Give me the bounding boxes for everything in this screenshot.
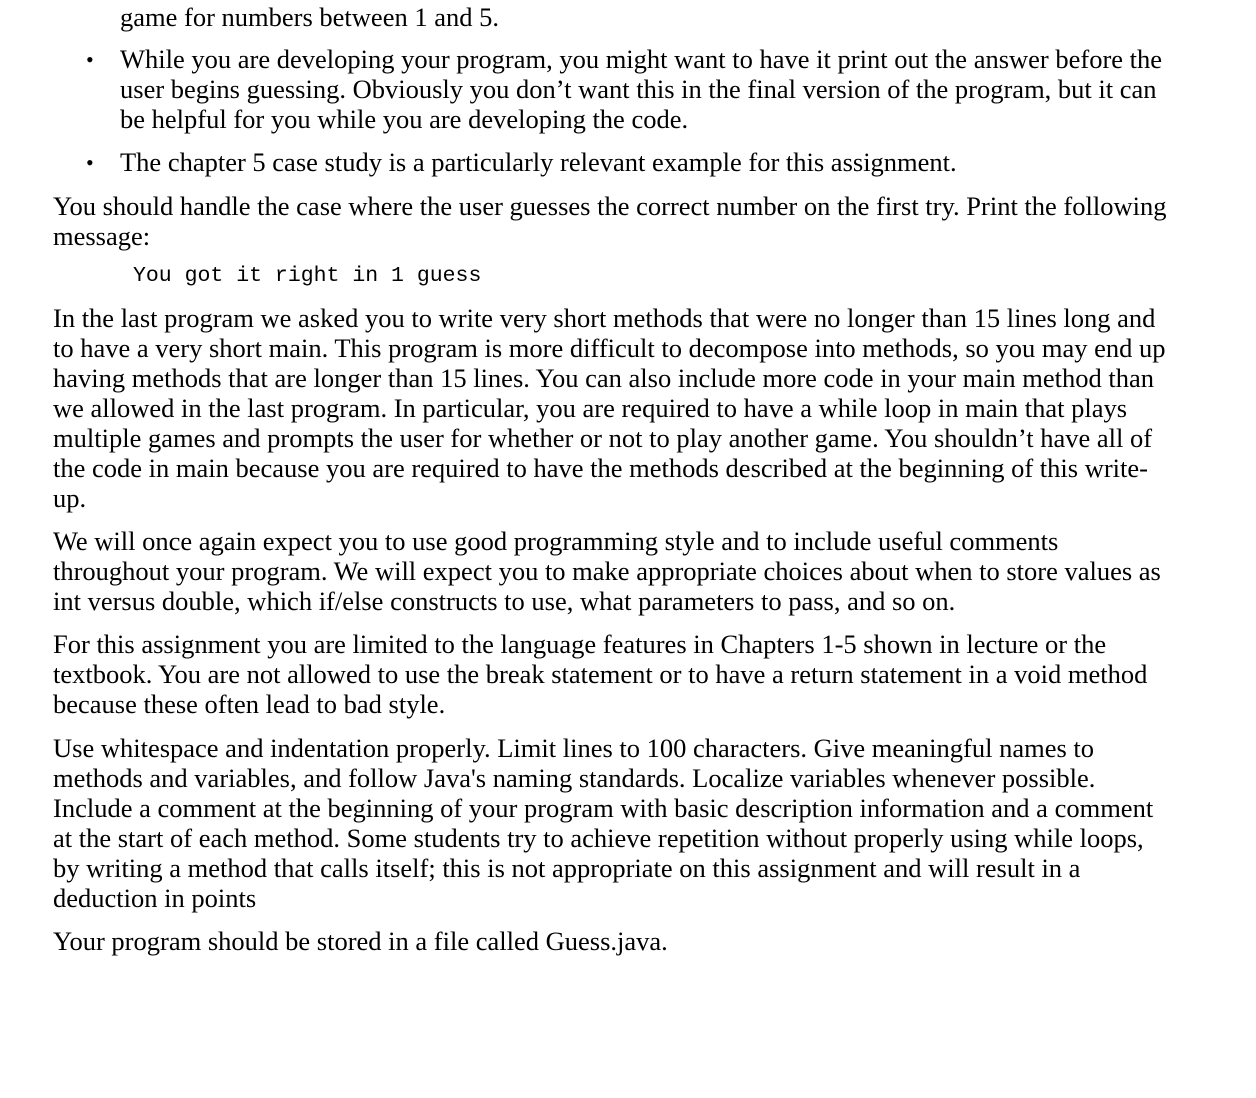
methods-line-7: up.	[53, 483, 87, 513]
style-line-3: int versus double, which if/else constructs to use, what parameters to pass, and so on.	[53, 586, 956, 616]
whitespace-line-2: methods and variables, and follow Java's naming standards. Localize variables whenever possible.	[53, 763, 1096, 793]
first-try-line-2: message:	[53, 221, 151, 251]
limits-line-3: because these often lead to bad style.	[53, 689, 446, 719]
bullet-icon: •	[86, 47, 94, 72]
whitespace-line-5: by writing a method that calls itself; this is not appropriate on this assignment and will result in a	[53, 853, 1081, 883]
methods-line-6: the code in main because you are required to have the methods described at the beginning of this write-	[53, 453, 1148, 483]
methods-line-4: we allowed in the last program. In particular, you are required to have a while loop in main that plays	[53, 393, 1128, 423]
bullet-icon: •	[86, 150, 94, 175]
bullet-1-line-2: user begins guessing. Obviously you don’t want this in the final version of the program, but it can	[120, 74, 1157, 104]
first-try-line-1: You should handle the case where the user guesses the correct number on the first try. Print the following	[53, 191, 1167, 221]
methods-line-5: multiple games and prompts the user for whether or not to play another game. You shouldn’t have all of	[53, 423, 1153, 453]
whitespace-line-3: Include a comment at the beginning of your program with basic description information and a comment	[53, 793, 1154, 823]
bullet-1-line-1: While you are developing your program, you might want to have it print out the answer before the	[120, 44, 1163, 74]
bullet-1-line-3: be helpful for you while you are developing the code.	[120, 104, 689, 134]
intro-line: game for numbers between 1 and 5.	[120, 2, 499, 32]
limits-line-1: For this assignment you are limited to the language features in Chapters 1-5 shown in lecture or the	[53, 629, 1107, 659]
code-sample: You got it right in 1 guess	[133, 264, 482, 288]
style-line-1: We will once again expect you to use good programming style and to include useful comments	[53, 526, 1059, 556]
whitespace-line-4: at the start of each method. Some students try to achieve repetition without properly using while loops,	[53, 823, 1144, 853]
limits-line-2: textbook. You are not allowed to use the break statement or to have a return statement in a void method	[53, 659, 1148, 689]
methods-line-1: In the last program we asked you to write very short methods that were no longer than 15 lines long and	[53, 303, 1156, 333]
bullet-2-line-1: The chapter 5 case study is a particularly relevant example for this assignment.	[120, 147, 957, 177]
methods-line-3: having methods that are longer than 15 lines. You can also include more code in your main method than	[53, 363, 1154, 393]
methods-line-2: to have a very short main. This program is more difficult to decompose into methods, so you may end up	[53, 333, 1166, 363]
file-line-1: Your program should be stored in a file called Guess.java.	[53, 926, 668, 956]
style-line-2: throughout your program. We will expect you to make appropriate choices about when to store values as	[53, 556, 1161, 586]
whitespace-line-6: deduction in points	[53, 883, 257, 913]
whitespace-line-1: Use whitespace and indentation properly. Limit lines to 100 characters. Give meaningful names to	[53, 733, 1095, 763]
